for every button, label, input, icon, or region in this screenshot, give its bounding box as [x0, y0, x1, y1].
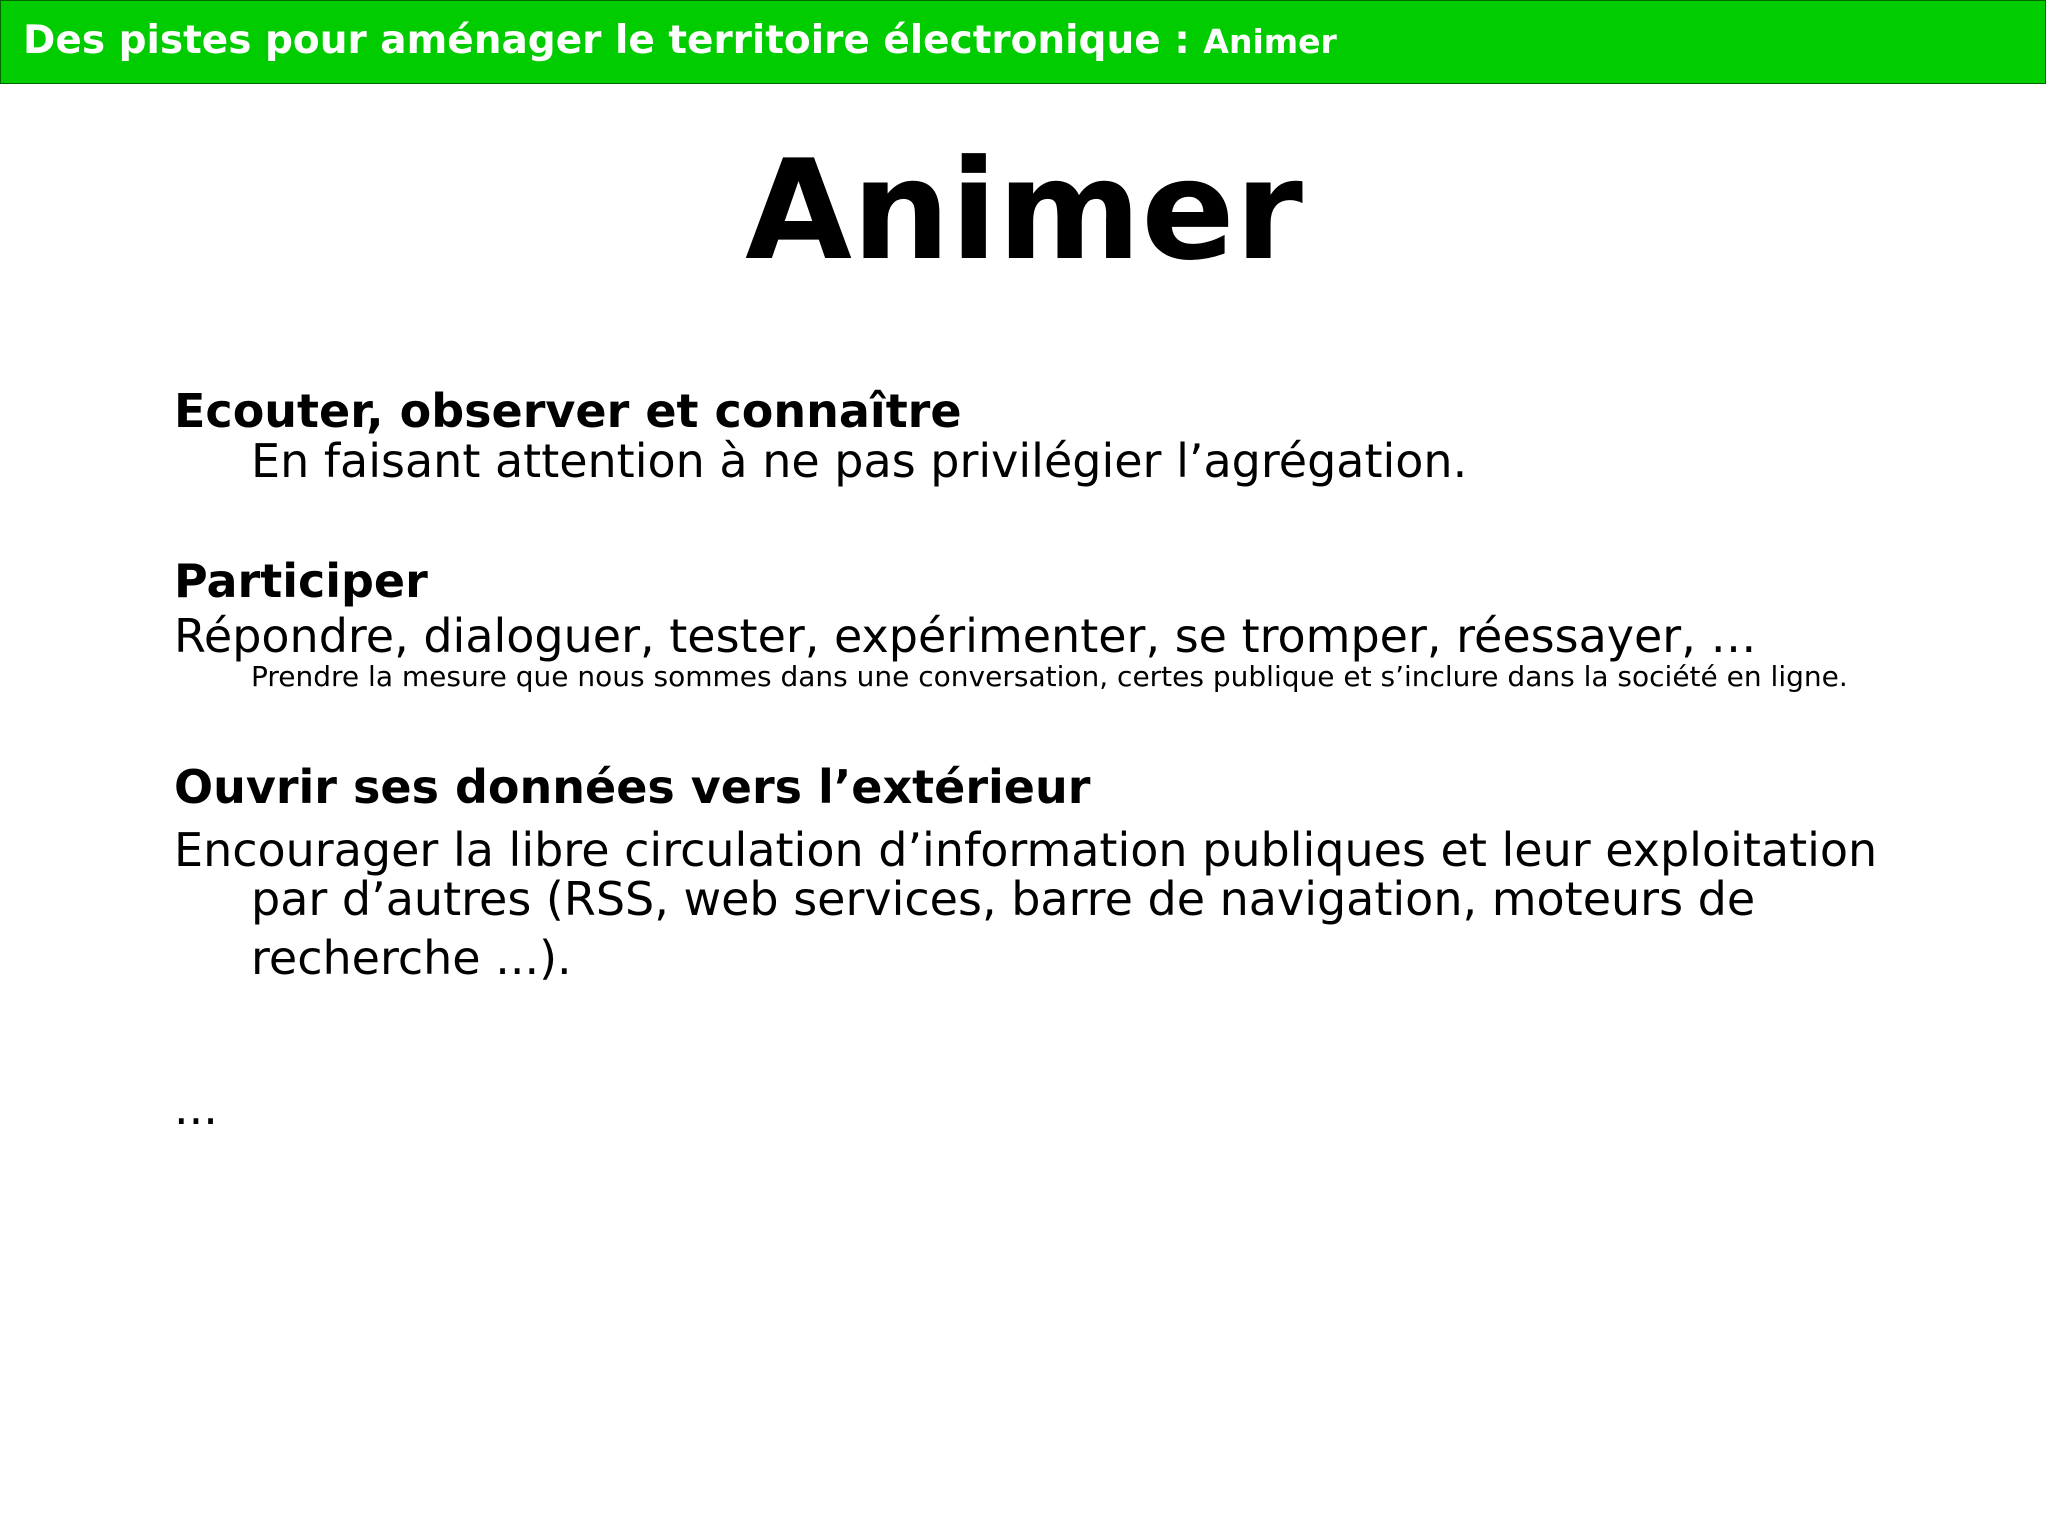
header-section: Animer: [1203, 22, 1337, 61]
section-heading-participer: Participer: [174, 554, 428, 608]
section-line-ouvrir-2: par d’autres (RSS, web services, barre de navigation, moteurs de: [251, 872, 1756, 926]
section-line-ouvrir-1: Encourager la libre circulation d’information publiques et leur exploitation: [174, 823, 1878, 877]
header-bar: [0, 0, 2046, 84]
section-heading-ouvrir: Ouvrir ses données vers l’extérieur: [174, 760, 1091, 814]
section-heading-ecouter: Ecouter, observer et connaître: [174, 384, 962, 438]
section-line-ecouter: En faisant attention à ne pas privilégier l’agrégation.: [251, 434, 1468, 488]
closing-ellipsis: ...: [174, 1081, 218, 1135]
header-title-text: Des pistes pour aménager le territoire électronique :: [23, 18, 1190, 63]
section-line-ouvrir-3: recherche ...).: [251, 931, 572, 985]
header-title: [23, 18, 1337, 63]
section-line-participer: Répondre, dialoguer, tester, expérimenter, se tromper, réessayer, …: [174, 609, 1757, 663]
slide-title: Animer: [745, 130, 1303, 291]
section-note-participer: Prendre la mesure que nous sommes dans une conversation, certes publique et s’inclure dans la société en ligne.: [251, 660, 1848, 693]
